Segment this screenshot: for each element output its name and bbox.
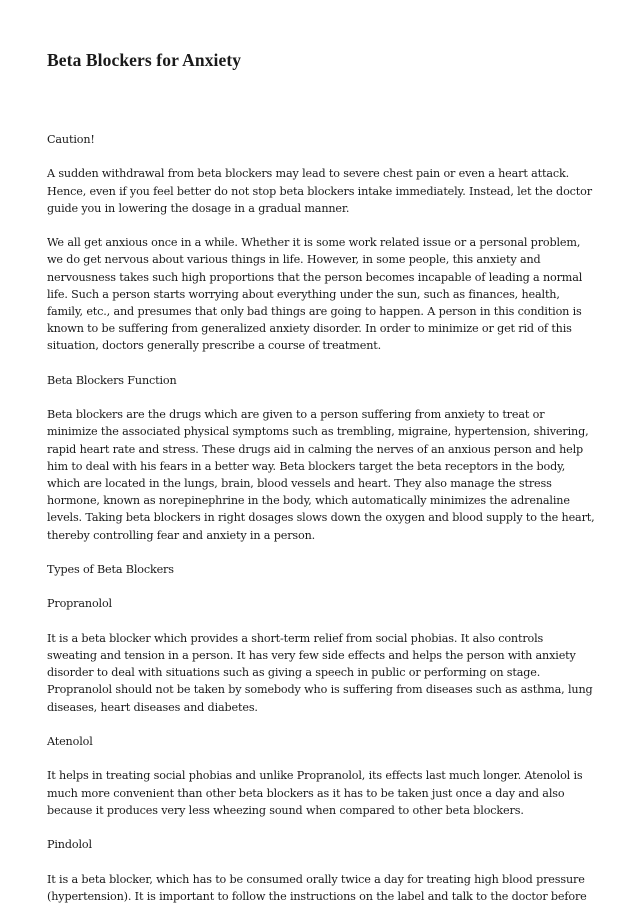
pindolol-heading: Pindolol: [47, 838, 92, 852]
intro-paragraph: We all get anxious once in a while. Whether it is some work related issue or a personal problem, we do get nervous about various things in life. However, in some people, this anxiety and nervousness takes such high proportions that the person becomes incapable of leading a normal life. Such a person starts worrying about everything under the sun, such as finances, health, family, etc., and presumes that only bad things are going to happen. A person in this condition is known to be suffering from generalized anxiety disorder. In order to minimize or get rid of this situation, doctors generally prescribe a course of treatment.: [47, 236, 583, 353]
caution-heading: Caution!: [47, 133, 95, 146]
atenolol-heading: Atenolol: [47, 734, 93, 748]
types-heading: Types of Beta Blockers: [47, 563, 174, 576]
document-title: Beta Blockers for Anxiety: [47, 50, 242, 70]
propranolol-heading: Propranolol: [47, 597, 112, 611]
atenolol-paragraph: It helps in treating social phobias and unlike Propranolol, its effects last much longer. Atenolol is much more convenient than other beta blockers as it has to be taken just once a day and also because it produces very less wheezing sound when compared to other beta blockers.: [47, 769, 583, 817]
document-body: [47, 131, 595, 903]
function-heading: Beta Blockers Function: [47, 373, 177, 387]
pindolol-paragraph: It is a beta blocker, which has to be consumed orally twice a day for treating high blood pressure (hypertension). It is important to follow the instructions on the label and talk to the doctor before: [47, 872, 587, 903]
caution-paragraph: A sudden withdrawal from beta blockers may lead to severe chest pain or even a heart attack. Hence, even if you feel better do not stop beta blockers intake immediately. Instead, let the doctor guide you in lowering the dosage in a gradual manner.: [47, 167, 592, 215]
propranolol-paragraph: It is a beta blocker which provides a short-term relief from social phobias. It also controls sweating and tension in a person. It has very few side effects and helps the person with anxiety disorder to deal with situations such as giving a speech in public or performing on stage. Propranolol should not be taken by somebody who is suffering from diseases such as asthma, lung diseases, heart diseases and diabetes.: [47, 631, 593, 714]
function-paragraph: Beta blockers are the drugs which are given to a person suffering from anxiety to treat or minimize the associated physical symptoms such as trembling, migraine, hypertension, shivering, rapid heart rate and stress. These drugs aid in calming the nerves of an anxious person and help him to deal with his fears in a better way. Beta blockers target the beta receptors in the body, which are located in the lungs, brain, blood vessels and heart. They also manage the stress hormone, known as norepinephrine in the body, which automatically minimizes the adrenaline levels. Taking beta blockers in right dosages slows down the oxygen and blood supply to the heart, thereby controlling fear and anxiety in a person.: [47, 408, 595, 542]
